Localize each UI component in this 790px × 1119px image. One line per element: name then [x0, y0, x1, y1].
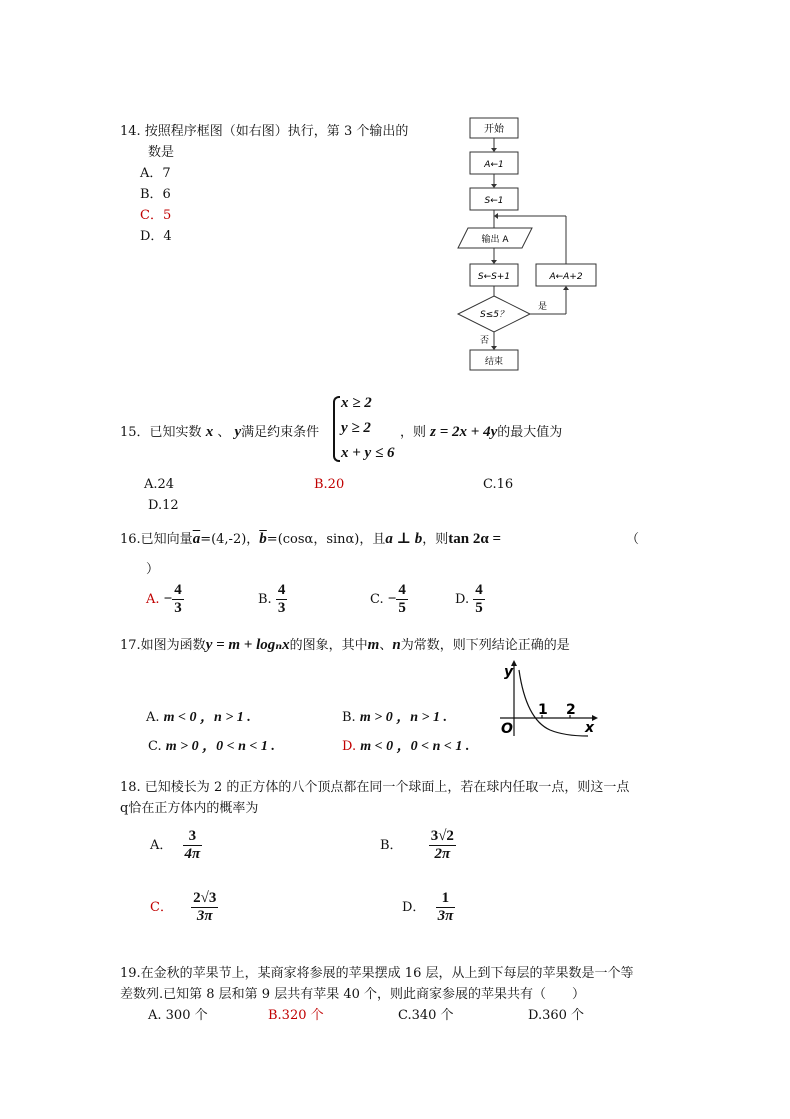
q18-option-a-num: 3 [188, 828, 197, 844]
q16-a-value: =(4,-2)， [200, 532, 260, 547]
q14-stem-line2: 数是 [148, 145, 175, 160]
q16-option-d-den: 5 [475, 600, 483, 616]
flow-output-label: 输出 A [481, 235, 509, 245]
q17-option-d-text: m < 0 ，0 < n < 1 . [360, 739, 470, 754]
q18-option-d [402, 890, 455, 925]
q16-option-c-num: 4 [398, 582, 406, 598]
q18-option-a-den: 4π [184, 846, 201, 862]
q17-tick-1: 1 [538, 702, 548, 718]
q16-paren-close: ） [146, 562, 160, 577]
q15-option-b: B.20 [314, 477, 345, 492]
q15-tail-text: ，则 [400, 425, 427, 440]
q16-option-d-frac [473, 582, 485, 617]
q17-mid: 的图象，其中 [289, 638, 368, 653]
q17-x-label: x [585, 720, 595, 736]
q17-origin-label: O [501, 721, 513, 737]
q17-option-c-text: m > 0 ，0 < n < 1 . [165, 739, 275, 754]
q16-b-value: =(cosα，sinα)，且 [266, 532, 386, 547]
q16-option-c-frac [396, 582, 408, 617]
flow-cond-label: S≤5？ [480, 310, 508, 320]
q18-option-b [380, 828, 456, 863]
q16-option-a-den: 3 [174, 600, 182, 616]
q17-graph [492, 660, 602, 740]
q16-expr: tan 2α = [448, 531, 502, 547]
q16-option-c [370, 582, 408, 617]
q18-option-a [150, 828, 202, 863]
q16-option-d-label: D. [455, 592, 470, 607]
q18-option-d-den: 3π [437, 908, 454, 924]
q14-option-a: A．7 [140, 166, 171, 181]
q14-stem-line1: 14. 按照程序框图（如右图）执行，第 3 个输出的 [120, 124, 409, 139]
flow-yes-label: 是 [538, 302, 548, 312]
q16-option-b-den: 3 [277, 600, 286, 616]
q16-option-a-label: A. [146, 592, 160, 607]
q16-option-d [455, 582, 485, 617]
q17-option-b [342, 706, 447, 726]
q15-constraint-1: x ≥ 2 [341, 395, 372, 411]
q17-option-a-label: A. [146, 710, 160, 725]
q17-sep: 、 [379, 638, 393, 653]
q17-var-n: n [392, 637, 401, 653]
q18-option-c [150, 890, 218, 925]
q16-option-a-num: 4 [174, 582, 182, 598]
q14-option-b: B．6 [140, 187, 171, 202]
q16-stem [120, 528, 501, 548]
q17-tick-2: 2 [566, 702, 576, 718]
q18-option-b-frac [429, 828, 456, 863]
q17-option-a [146, 706, 251, 726]
q18-option-d-label: D． [402, 900, 426, 915]
q16-option-b-frac [276, 582, 288, 617]
q17-stem [120, 634, 570, 654]
q16-option-d-num: 4 [475, 582, 483, 598]
q17-option-d [342, 735, 469, 755]
q17-end: 为常数，则下列结论正确的是 [400, 638, 570, 653]
q15-mid: 满足约束条件 [241, 425, 320, 440]
q14-flowchart [450, 112, 610, 374]
q16-option-c-sign: − [387, 591, 397, 607]
q17-option-a-text: m < 0 ，n > 1 . [163, 710, 251, 725]
q16-then: ，则 [422, 532, 449, 547]
q14-option-c: C．5 [140, 208, 172, 223]
flow-end-label: 结束 [484, 357, 504, 367]
q17-curve [519, 670, 588, 736]
q16-option-b-label: B. [258, 592, 272, 607]
q16-option-b [258, 582, 287, 617]
q17-prefix: 17.如图为函数 [120, 638, 206, 653]
q17-option-b-text: m > 0 ，n > 1 . [359, 710, 447, 725]
q19-option-a: A. 300 个 [148, 1008, 208, 1023]
q15-objective: z = 2x + 4y [430, 424, 498, 440]
q19-option-b: B.320 个 [268, 1008, 324, 1023]
q16-perp: a ⊥ b [385, 531, 423, 547]
q15-brace [333, 396, 340, 462]
q17-func: y = m + logₙx [205, 637, 290, 653]
q16-prefix: 16.已知向量 [120, 532, 193, 547]
q17-y-label: y [504, 664, 514, 680]
q18-option-b-label: B． [380, 838, 403, 853]
q18-option-c-label: C． [150, 900, 173, 915]
q17-option-d-label: D. [342, 739, 357, 754]
q15-end: 的最大值为 [497, 425, 563, 440]
q16-option-a-frac [172, 582, 184, 617]
q18-option-c-num: 2√3 [193, 890, 217, 906]
q18-option-b-den: 2π [429, 845, 456, 863]
q18-option-a-frac [183, 828, 203, 863]
q15-var-x: x [205, 424, 214, 440]
q19-option-d: D.360 个 [528, 1008, 585, 1023]
flow-start-label: 开始 [484, 124, 504, 135]
q16-option-c-den: 5 [398, 600, 406, 616]
q18-stem-line2: q恰在正方体内的概率为 [120, 801, 259, 816]
q18-option-d-num: 1 [441, 890, 450, 906]
flow-inc-a-label: A←A+2 [549, 272, 583, 282]
flow-no-label: 否 [480, 336, 490, 346]
q17-option-c [148, 735, 275, 755]
q16-vector-a: $\overline{a}$ [192, 531, 201, 547]
q16-paren-open: （ [626, 532, 640, 547]
flow-init-a-label: A←1 [484, 160, 504, 170]
q17-var-m: m [367, 637, 380, 653]
flow-inc-s-label: S←S+1 [477, 272, 511, 282]
q15-tail [400, 421, 562, 441]
q16-option-a [146, 582, 184, 617]
q19-option-c: C.340 个 [398, 1008, 454, 1023]
q16-option-a-sign: − [163, 591, 173, 607]
q18-stem-line1: 18. 已知棱长为 2 的正方体的八个顶点都在同一个球面上，若在球内任取一点，则这一点 [120, 780, 630, 795]
q17-option-c-label: C. [148, 739, 162, 754]
q16-option-c-label: C. [370, 592, 384, 607]
q18-option-c-frac [191, 890, 218, 925]
q15-constraint-3: x + y ≤ 6 [341, 445, 395, 461]
q18-option-b-num: 3√2 [430, 828, 454, 844]
flow-init-s-label: S←1 [484, 196, 504, 206]
q18-option-a-label: A． [150, 838, 173, 853]
q15-stem [120, 421, 319, 441]
q16-option-b-num: 4 [277, 582, 286, 598]
q18-option-d-frac [436, 890, 456, 925]
q19-stem-line1: 19.在金秋的苹果节上，某商家将参展的苹果摆成 16 层，从上到下每层的苹果数是一个等 [120, 966, 634, 981]
q14-option-d: D．4 [140, 229, 172, 244]
q15-option-d: D.12 [148, 498, 179, 513]
q15-prefix: 15．已知实数 [120, 425, 202, 440]
q15-sep: 、 [217, 425, 231, 440]
q18-option-c-den: 3π [191, 907, 218, 925]
q15-option-a: A.24 [144, 477, 175, 492]
q19-stem-line2: 差数列.已知第 8 层和第 9 层共有苹果 40 个，则此商家参展的苹果共有（ ） [120, 987, 586, 1002]
q15-var-y: y [234, 424, 242, 440]
q15-constraint-2: y ≥ 2 [341, 420, 371, 436]
q17-option-b-label: B. [342, 710, 356, 725]
q16-vector-b: $\overline{b}$ [259, 531, 267, 547]
q15-option-c: C.16 [483, 477, 514, 492]
